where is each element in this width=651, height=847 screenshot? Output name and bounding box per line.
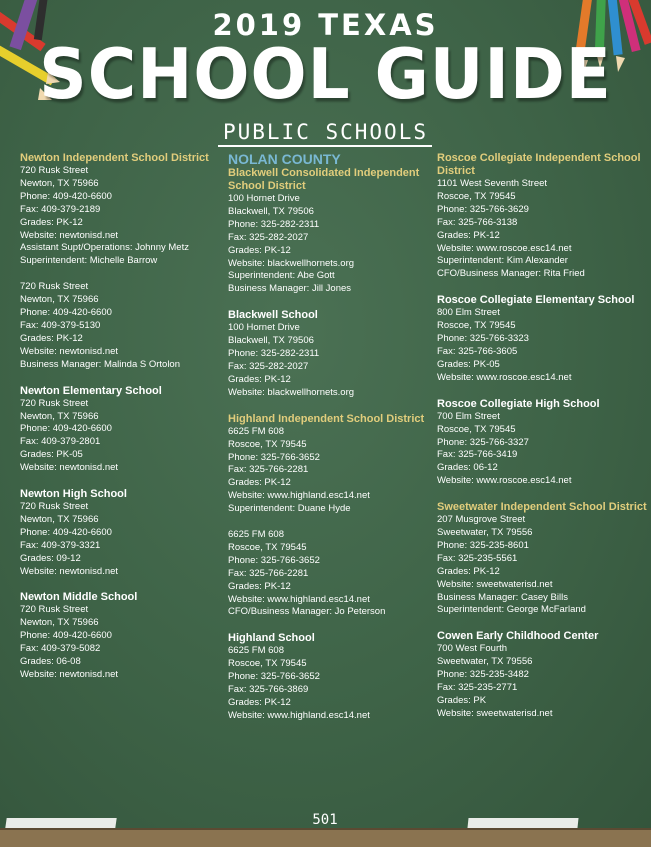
school-detail-line: 700 Elm Street: [437, 410, 500, 422]
school-detail-line: Superintendent: George McFarland: [437, 604, 586, 616]
school-detail-line: Grades: PK-12: [228, 244, 291, 256]
school-name: Roscoe Collegiate High School: [437, 397, 600, 410]
school-detail-line: Website: blackwellhornets.org: [228, 257, 355, 269]
school-detail-line: Roscoe, TX 79545: [228, 658, 307, 670]
year-line: 2019 TEXAS: [212, 8, 439, 42]
school-detail-line: Fax: 409-379-5082: [20, 643, 101, 655]
school-detail-line: 800 Elm Street: [437, 307, 500, 319]
school-entry: [20, 591, 220, 681]
school-entry: [437, 630, 647, 720]
school-name: Roscoe Collegiate Independent School District: [437, 152, 641, 177]
school-entry: [20, 281, 220, 371]
school-detail-line: Grades: PK-05: [437, 358, 500, 370]
school-detail-line: Roscoe, TX 79545: [437, 320, 516, 332]
school-name: Cowen Early Childhood Center: [437, 630, 599, 643]
school-detail-line: Website: newtonisd.net: [20, 229, 119, 241]
school-entry: [228, 309, 433, 399]
school-detail-line: Assistant Supt/Operations: Johnny Metz: [20, 242, 189, 254]
school-entry: [228, 529, 433, 619]
school-detail-line: Fax: 325-766-3605: [437, 345, 518, 357]
school-detail-line: 700 West Fourth: [437, 643, 508, 655]
school-detail-line: Phone: 409-420-6600: [20, 307, 112, 319]
school-entry: [20, 488, 220, 578]
school-detail-line: Fax: 325-282-2027: [228, 360, 309, 372]
school-detail-line: Fax: 409-379-2189: [20, 203, 101, 215]
school-detail-line: Fax: 325-282-2027: [228, 231, 309, 243]
school-name: Newton Independent School District: [20, 152, 209, 164]
school-detail-line: Business Manager: Jill Jones: [228, 283, 352, 295]
school-detail-line: Superintendent: Michelle Barrow: [20, 255, 158, 267]
school-detail-line: Grades: 06-08: [20, 656, 81, 668]
school-detail-line: 720 Rusk Street: [20, 397, 89, 409]
school-detail-line: Grades: PK-12: [228, 477, 291, 489]
school-entry: [437, 294, 647, 384]
school-detail-line: 100 Hornet Drive: [228, 193, 300, 204]
school-detail-line: Grades: PK-12: [437, 229, 500, 241]
school-entry: [437, 398, 647, 488]
school-detail-line: Phone: 325-766-3323: [437, 333, 529, 345]
school-detail-line: Fax: 325-766-3138: [437, 216, 518, 228]
school-detail-line: Grades: 09-12: [20, 552, 81, 564]
school-detail-line: Fax: 409-379-2801: [20, 436, 101, 448]
school-detail-line: Grades: PK: [437, 695, 487, 706]
school-detail-line: 720 Rusk Street: [20, 281, 89, 293]
school-detail-line: Business Manager: Casey Bills: [437, 591, 568, 603]
school-detail-line: Phone: 325-766-3652: [228, 554, 320, 566]
school-detail-line: Roscoe, TX 79545: [437, 190, 516, 202]
school-detail-line: Sweetwater, TX 79556: [437, 527, 533, 539]
school-name: Blackwell School: [228, 309, 318, 322]
school-detail-line: Grades: 06-12: [437, 462, 498, 474]
school-detail-line: Website: newtonisd.net: [20, 565, 119, 577]
school-detail-line: Fax: 325-235-5561: [437, 552, 518, 564]
school-detail-line: Website: www.roscoe.esc14.net: [437, 371, 572, 383]
school-detail-line: 1101 West Seventh Street: [437, 178, 548, 189]
school-detail-line: Website: www.highland.esc14.net: [228, 709, 370, 721]
school-detail-line: Fax: 325-766-3869: [228, 684, 309, 696]
school-detail-line: Superintendent: Kim Alexander: [437, 255, 568, 267]
school-detail-line: Grades: PK-12: [228, 697, 291, 708]
school-name: Newton Middle School: [20, 591, 138, 604]
school-detail-line: Website: newtonisd.net: [20, 462, 119, 474]
school-detail-line: Phone: 325-766-3652: [228, 671, 320, 683]
school-name: Roscoe Collegiate Elementary School: [437, 294, 635, 307]
school-entry: [437, 501, 647, 617]
school-detail-line: Grades: PK-12: [20, 332, 83, 344]
school-detail-line: 6625 FM 608: [228, 645, 284, 657]
directory-column-3: [437, 152, 647, 734]
school-detail-line: Website: www.highland.esc14.net: [228, 593, 370, 605]
school-detail-line: Newton, TX 75966: [20, 513, 99, 525]
page-title: SCHOOL GUIDE: [39, 34, 612, 115]
school-detail-line: Fax: 409-379-5130: [20, 319, 101, 331]
school-detail-line: 207 Musgrove Street: [437, 514, 526, 526]
school-detail-line: Roscoe, TX 79545: [228, 541, 307, 553]
page-subtitle: PUBLIC SCHOOLS: [222, 120, 428, 144]
school-detail-line: CFO/Business Manager: Jo Peterson: [228, 606, 386, 618]
school-detail-line: Roscoe, TX 79545: [437, 423, 516, 435]
school-name: Highland School: [228, 632, 315, 645]
page-number: 501: [312, 812, 338, 828]
school-detail-line: Newton, TX 75966: [20, 410, 99, 422]
school-detail-line: Phone: 325-766-3652: [228, 451, 320, 463]
school-detail-line: Website: newtonisd.net: [20, 669, 119, 680]
school-entry: [228, 632, 433, 722]
school-detail-line: Fax: 409-379-3321: [20, 539, 101, 551]
county-heading: NOLAN COUNTY: [228, 151, 341, 167]
school-name: Newton High School: [20, 488, 127, 501]
school-detail-line: 6625 FM 608: [228, 425, 284, 437]
school-detail-line: Website: blackwellhornets.org: [228, 386, 355, 398]
chalk-piece: [5, 818, 116, 828]
school-detail-line: Newton, TX 75966: [20, 177, 99, 189]
chalk-ledge: [0, 828, 651, 847]
school-entry: [228, 413, 433, 516]
school-name: Highland Independent School District: [228, 412, 425, 425]
school-detail-line: Business Manager: Malinda S Ortolon: [20, 358, 180, 370]
school-detail-line: Website: sweetwaterisd.net: [437, 578, 553, 590]
school-detail-line: Phone: 409-420-6600: [20, 526, 112, 538]
directory-column-2-entries: [228, 167, 433, 723]
school-detail-line: Phone: 325-235-8601: [437, 539, 529, 551]
school-detail-line: Sweetwater, TX 79556: [437, 656, 533, 668]
school-detail-line: Phone: 409-420-6600: [20, 190, 112, 202]
subtitle-underline: [218, 145, 432, 147]
school-detail-line: Grades: PK-12: [228, 373, 291, 385]
school-detail-line: Fax: 325-235-2771: [437, 682, 518, 694]
school-detail-line: Newton, TX 75966: [20, 294, 99, 306]
school-detail-line: Phone: 325-766-3327: [437, 436, 529, 448]
school-name: Sweetwater Independent School District: [437, 501, 647, 514]
school-entry: [228, 167, 433, 296]
school-detail-line: Website: www.roscoe.esc14.net: [437, 242, 572, 254]
directory-column-2: [228, 152, 433, 736]
school-entry: [20, 385, 220, 475]
school-detail-line: 6625 FM 608: [228, 529, 284, 541]
school-detail-line: Superintendent: Duane Hyde: [228, 503, 351, 515]
school-detail-line: 720 Rusk Street: [20, 165, 89, 176]
school-detail-line: Website: sweetwaterisd.net: [437, 707, 553, 719]
directory-column-1: [20, 152, 220, 695]
school-detail-line: Blackwell, TX 79506: [228, 205, 314, 217]
school-entry: [20, 152, 220, 268]
school-detail-line: Blackwell, TX 79506: [228, 335, 314, 347]
school-detail-line: Phone: 325-282-2311: [228, 348, 320, 360]
school-detail-line: CFO/Business Manager: Rita Fried: [437, 268, 585, 280]
school-detail-line: Fax: 325-766-2281: [228, 567, 309, 579]
school-detail-line: Website: newtonisd.net: [20, 345, 119, 357]
school-detail-line: Website: www.highland.esc14.net: [228, 490, 370, 502]
school-detail-line: Grades: PK-12: [20, 216, 83, 228]
school-detail-line: Phone: 325-282-2311: [228, 218, 320, 230]
school-detail-line: Phone: 409-420-6600: [20, 630, 112, 642]
school-detail-line: 100 Hornet Drive: [228, 322, 300, 334]
school-detail-line: 720 Rusk Street: [20, 501, 89, 513]
school-detail-line: Fax: 325-766-2281: [228, 464, 309, 476]
school-detail-line: Grades: PK-05: [20, 449, 83, 461]
school-detail-line: Phone: 325-766-3629: [437, 203, 529, 215]
school-detail-line: Superintendent: Abe Gott: [228, 270, 335, 282]
school-entry: [437, 152, 647, 281]
school-detail-line: Phone: 325-235-3482: [437, 669, 529, 681]
school-detail-line: Roscoe, TX 79545: [228, 438, 307, 450]
school-detail-line: Website: www.roscoe.esc14.net: [437, 475, 572, 487]
chalk-piece: [467, 818, 578, 828]
school-name: Blackwell Consolidated Independent School District: [228, 167, 420, 192]
school-detail-line: Grades: PK-12: [437, 565, 500, 577]
school-detail-line: Newton, TX 75966: [20, 617, 99, 629]
school-detail-line: Grades: PK-12: [228, 580, 291, 592]
school-detail-line: 720 Rusk Street: [20, 604, 89, 616]
school-name: Newton Elementary School: [20, 384, 162, 397]
school-detail-line: Fax: 325-766-3419: [437, 449, 518, 461]
school-detail-line: Phone: 409-420-6600: [20, 423, 112, 435]
